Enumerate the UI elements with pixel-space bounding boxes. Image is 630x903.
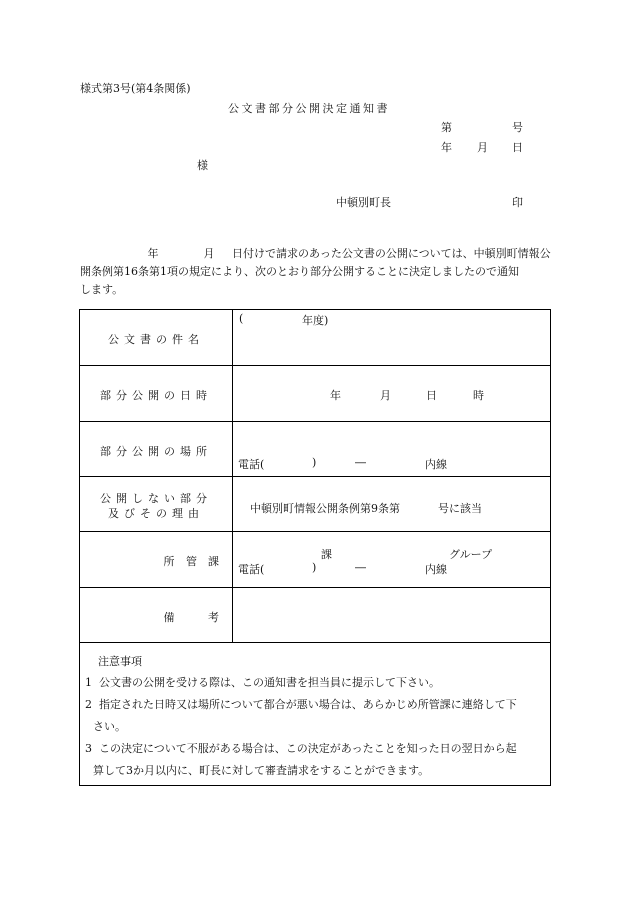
note-item-1: 1 公文書の公開を受ける際は、この通知書を担当員に提示して下さい。 (85, 676, 440, 689)
dept-phone-close: ) (312, 561, 317, 574)
note-item-3-cont: 算して3か月以内に、町長に対して審査請求をすることができます。 (93, 764, 430, 777)
dept-section: 課 (321, 548, 332, 561)
note-item-3: 3 この決定について不服がある場合は、この決定があったことを知った日の翌日から起 (85, 742, 517, 755)
time-year: 年 (330, 389, 341, 402)
label-remarks-2: 考 (208, 611, 219, 624)
notes-title: 注意事項 (98, 655, 142, 668)
reason-ordinance: 中頓別町情報公開条例第9条第 (250, 502, 400, 515)
document-name-fiscal-year: 年度) (302, 314, 329, 327)
place-phone-dash: ― (355, 456, 366, 469)
time-day: 日 (426, 389, 437, 402)
seal-mark: 印 (512, 196, 523, 209)
date-month: 月 (477, 141, 488, 154)
value-disclosure-place (233, 422, 550, 476)
place-phone-close: ) (312, 456, 317, 469)
label-and-reason: 及びその理由 (108, 507, 204, 520)
value-withheld-reason (233, 477, 550, 531)
row-withheld-reason (80, 477, 550, 532)
note-item-2: 2 指定された日時又は場所について都合が悪い場合は、あらかじめ所管課に連絡して下 (85, 698, 517, 711)
time-hour: 時 (473, 389, 484, 402)
intro-line-3: します。 (80, 283, 124, 296)
note-item-2-cont: さい。 (93, 720, 126, 733)
label-dept-2: 管 (186, 555, 197, 568)
label-withheld-part: 公開しない部分 (100, 492, 212, 505)
dept-phone-dash: ― (355, 561, 366, 574)
row-responsible-dept (80, 532, 550, 588)
intro-line-1-text: 日付けで請求のあった公文書の公開については、中頓別町情報公 (232, 247, 551, 260)
intro-year: 年 (147, 247, 159, 260)
number-suffix: 号 (512, 121, 523, 134)
date-year: 年 (441, 141, 452, 154)
row-disclosure-time (80, 366, 550, 422)
notes-section (80, 643, 550, 785)
form-number: 様式第3号(第4条関係) (80, 82, 191, 95)
addressee-suffix: 様 (197, 159, 208, 172)
value-remarks (233, 588, 550, 642)
row-disclosure-place (80, 422, 550, 477)
dept-extension: 内線 (425, 563, 447, 576)
value-disclosure-time (233, 366, 550, 421)
document-title: 公文書部分公開決定通知書 (228, 102, 390, 115)
number-prefix: 第 (441, 121, 452, 134)
intro-month: 月 (203, 247, 215, 260)
intro-paragraph (80, 245, 560, 299)
issuer-name: 中頓別町長 (336, 196, 391, 209)
dept-group: グループ (449, 548, 493, 561)
decision-table (79, 309, 551, 786)
date-day: 日 (512, 141, 523, 154)
row-remarks (80, 588, 550, 643)
time-month: 月 (380, 389, 391, 402)
value-responsible-dept (233, 532, 550, 587)
intro-line-2: 開条例第16条第1項の規定により、次のとおり部分公開することに決定しましたので通知 (80, 265, 519, 278)
row-document-name (80, 310, 550, 366)
value-document-name (233, 310, 550, 365)
place-extension: 内線 (425, 458, 447, 471)
label-disclosure-time: 部分公開の日時 (100, 389, 212, 402)
place-phone-label: 電話( (238, 458, 265, 471)
intro-line-1 (80, 245, 560, 263)
reason-applicable: 号に該当 (438, 502, 482, 515)
label-dept-3: 課 (208, 555, 219, 568)
label-remarks-1: 備 (163, 611, 175, 624)
document-name-open-paren: ( (239, 312, 244, 325)
label-document-name: 公文書の件名 (108, 333, 204, 346)
label-dept-1: 所 (163, 555, 175, 568)
dept-phone-label: 電話( (238, 563, 265, 576)
label-disclosure-place: 部分公開の場所 (100, 445, 212, 458)
